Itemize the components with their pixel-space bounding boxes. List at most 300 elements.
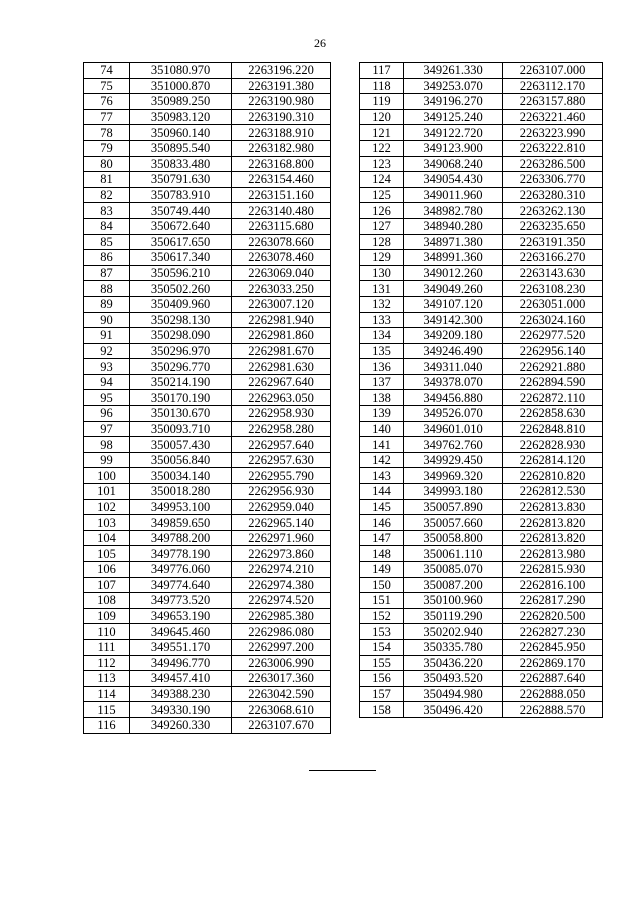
y-coordinate-cell: 2262845.950: [503, 639, 603, 655]
table-row: [360, 530, 603, 546]
y-coordinate-cell: 2262981.940: [232, 312, 331, 328]
y-coordinate-cell: 2263157.880: [503, 94, 603, 110]
point-number-cell: 137: [360, 374, 404, 390]
x-coordinate-cell: 350061.110: [404, 546, 503, 562]
x-coordinate-cell: 350087.200: [404, 577, 503, 593]
coordinates-table-left: [83, 62, 331, 734]
y-coordinate-cell: 2263107.000: [503, 63, 603, 79]
table-row: [84, 281, 331, 297]
y-coordinate-cell: 2263182.980: [232, 140, 331, 156]
point-number-cell: 115: [84, 702, 130, 718]
table-row: [84, 484, 331, 500]
x-coordinate-cell: 349993.180: [404, 484, 503, 500]
table-row: [360, 312, 603, 328]
y-coordinate-cell: 2262848.810: [503, 421, 603, 437]
point-number-cell: 114: [84, 686, 130, 702]
table-row: [360, 234, 603, 250]
point-number-cell: 127: [360, 218, 404, 234]
point-number-cell: 113: [84, 671, 130, 687]
x-coordinate-cell: 350791.630: [130, 172, 232, 188]
x-coordinate-cell: 349773.520: [130, 593, 232, 609]
y-coordinate-cell: 2262827.230: [503, 624, 603, 640]
y-coordinate-cell: 2262956.140: [503, 343, 603, 359]
y-coordinate-cell: 2262817.290: [503, 593, 603, 609]
x-coordinate-cell: 349601.010: [404, 421, 503, 437]
y-coordinate-cell: 2263051.000: [503, 296, 603, 312]
y-coordinate-cell: 2262981.630: [232, 359, 331, 375]
table-row: [360, 562, 603, 578]
table-row: [360, 94, 603, 110]
x-coordinate-cell: 350202.940: [404, 624, 503, 640]
x-coordinate-cell: 350298.090: [130, 328, 232, 344]
table-row: [84, 452, 331, 468]
point-number-cell: 101: [84, 484, 130, 500]
x-coordinate-cell: 349457.410: [130, 671, 232, 687]
y-coordinate-cell: 2262813.820: [503, 515, 603, 531]
table-row: [84, 639, 331, 655]
table-row: [84, 172, 331, 188]
table-row: [84, 374, 331, 390]
x-coordinate-cell: 349551.170: [130, 639, 232, 655]
table-row: [360, 406, 603, 422]
point-number-cell: 122: [360, 140, 404, 156]
table-row: [84, 406, 331, 422]
y-coordinate-cell: 2262985.380: [232, 608, 331, 624]
point-number-cell: 157: [360, 686, 404, 702]
point-number-cell: 103: [84, 515, 130, 531]
y-coordinate-cell: 2263151.160: [232, 187, 331, 203]
table-row: [360, 218, 603, 234]
y-coordinate-cell: 2262957.630: [232, 452, 331, 468]
point-number-cell: 95: [84, 390, 130, 406]
table-row: [360, 593, 603, 609]
point-number-cell: 128: [360, 234, 404, 250]
point-number-cell: 81: [84, 172, 130, 188]
point-number-cell: 134: [360, 328, 404, 344]
x-coordinate-cell: 350493.520: [404, 671, 503, 687]
x-coordinate-cell: 350100.960: [404, 593, 503, 609]
y-coordinate-cell: 2263078.660: [232, 234, 331, 250]
point-number-cell: 124: [360, 172, 404, 188]
point-number-cell: 126: [360, 203, 404, 219]
x-coordinate-cell: 350298.130: [130, 312, 232, 328]
table-row: [360, 484, 603, 500]
y-coordinate-cell: 2262974.520: [232, 593, 331, 609]
x-coordinate-cell: 350057.660: [404, 515, 503, 531]
table-row: [360, 702, 603, 718]
table-row: [84, 671, 331, 687]
y-coordinate-cell: 2262812.530: [503, 484, 603, 500]
point-number-cell: 91: [84, 328, 130, 344]
y-coordinate-cell: 2262958.280: [232, 421, 331, 437]
x-coordinate-cell: 350409.960: [130, 296, 232, 312]
x-coordinate-cell: 350056.840: [130, 452, 232, 468]
x-coordinate-cell: 350783.910: [130, 187, 232, 203]
x-coordinate-cell: 350170.190: [130, 390, 232, 406]
y-coordinate-cell: 2263007.120: [232, 296, 331, 312]
table-row: [360, 78, 603, 94]
table-row: [360, 343, 603, 359]
x-coordinate-cell: 350296.970: [130, 343, 232, 359]
y-coordinate-cell: 2262956.930: [232, 484, 331, 500]
table-row: [360, 468, 603, 484]
point-number-cell: 111: [84, 639, 130, 655]
table-row: [84, 250, 331, 266]
y-coordinate-cell: 2262872.110: [503, 390, 603, 406]
y-coordinate-cell: 2262967.640: [232, 374, 331, 390]
y-coordinate-cell: 2263262.130: [503, 203, 603, 219]
table-row: [84, 109, 331, 125]
x-coordinate-cell: 349645.460: [130, 624, 232, 640]
y-coordinate-cell: 2263221.460: [503, 109, 603, 125]
table-row: [360, 203, 603, 219]
point-number-cell: 142: [360, 452, 404, 468]
table-row: [360, 421, 603, 437]
point-number-cell: 74: [84, 63, 130, 79]
table-row: [360, 390, 603, 406]
table-row: [360, 546, 603, 562]
y-coordinate-cell: 2263188.910: [232, 125, 331, 141]
x-coordinate-cell: 350960.140: [130, 125, 232, 141]
point-number-cell: 83: [84, 203, 130, 219]
y-coordinate-cell: 2263140.480: [232, 203, 331, 219]
x-coordinate-cell: 349253.070: [404, 78, 503, 94]
x-coordinate-cell: 349142.300: [404, 312, 503, 328]
table-row: [360, 577, 603, 593]
y-coordinate-cell: 2262816.100: [503, 577, 603, 593]
table-row: [360, 281, 603, 297]
point-number-cell: 153: [360, 624, 404, 640]
x-coordinate-cell: 350617.340: [130, 250, 232, 266]
x-coordinate-cell: 351080.970: [130, 63, 232, 79]
y-coordinate-cell: 2263078.460: [232, 250, 331, 266]
x-coordinate-cell: 350494.980: [404, 686, 503, 702]
point-number-cell: 84: [84, 218, 130, 234]
x-coordinate-cell: 349054.430: [404, 172, 503, 188]
y-coordinate-cell: 2263190.310: [232, 109, 331, 125]
end-separator-line: [309, 770, 376, 771]
y-coordinate-cell: 2263286.500: [503, 156, 603, 172]
x-coordinate-cell: 350496.420: [404, 702, 503, 718]
y-coordinate-cell: 2262973.860: [232, 546, 331, 562]
point-number-cell: 158: [360, 702, 404, 718]
y-coordinate-cell: 2263115.680: [232, 218, 331, 234]
x-coordinate-cell: 349011.960: [404, 187, 503, 203]
point-number-cell: 138: [360, 390, 404, 406]
x-coordinate-cell: 349496.770: [130, 655, 232, 671]
point-number-cell: 116: [84, 717, 130, 733]
table-row: [360, 265, 603, 281]
y-coordinate-cell: 2263033.250: [232, 281, 331, 297]
table-row: [84, 686, 331, 702]
table-row: [84, 468, 331, 484]
point-number-cell: 92: [84, 343, 130, 359]
table-row: [360, 109, 603, 125]
x-coordinate-cell: 348982.780: [404, 203, 503, 219]
x-coordinate-cell: 350749.440: [130, 203, 232, 219]
y-coordinate-cell: 2263166.270: [503, 250, 603, 266]
point-number-cell: 154: [360, 639, 404, 655]
y-coordinate-cell: 2263024.160: [503, 312, 603, 328]
table-row: [360, 639, 603, 655]
y-coordinate-cell: 2262888.050: [503, 686, 603, 702]
point-number-cell: 89: [84, 296, 130, 312]
table-row: [360, 359, 603, 375]
y-coordinate-cell: 2263190.980: [232, 94, 331, 110]
x-coordinate-cell: 349122.720: [404, 125, 503, 141]
y-coordinate-cell: 2263222.810: [503, 140, 603, 156]
y-coordinate-cell: 2262888.570: [503, 702, 603, 718]
point-number-cell: 98: [84, 437, 130, 453]
y-coordinate-cell: 2262974.210: [232, 562, 331, 578]
point-number-cell: 96: [84, 406, 130, 422]
x-coordinate-cell: 350058.800: [404, 530, 503, 546]
y-coordinate-cell: 2263069.040: [232, 265, 331, 281]
table-row: [84, 328, 331, 344]
x-coordinate-cell: 349762.760: [404, 437, 503, 453]
table-row: [360, 671, 603, 687]
y-coordinate-cell: 2262955.790: [232, 468, 331, 484]
x-coordinate-cell: 350833.480: [130, 156, 232, 172]
table-row: [360, 608, 603, 624]
y-coordinate-cell: 2263191.350: [503, 234, 603, 250]
point-number-cell: 79: [84, 140, 130, 156]
y-coordinate-cell: 2262963.050: [232, 390, 331, 406]
table-row: [360, 499, 603, 515]
x-coordinate-cell: 349388.230: [130, 686, 232, 702]
point-number-cell: 156: [360, 671, 404, 687]
table-row: [84, 655, 331, 671]
table-row: [84, 203, 331, 219]
y-coordinate-cell: 2263108.230: [503, 281, 603, 297]
x-coordinate-cell: 350130.670: [130, 406, 232, 422]
y-coordinate-cell: 2262828.930: [503, 437, 603, 453]
y-coordinate-cell: 2263068.610: [232, 702, 331, 718]
x-coordinate-cell: 349378.070: [404, 374, 503, 390]
table-row: [84, 343, 331, 359]
x-coordinate-cell: 349260.330: [130, 717, 232, 733]
x-coordinate-cell: 351000.870: [130, 78, 232, 94]
x-coordinate-cell: 350502.260: [130, 281, 232, 297]
x-coordinate-cell: 349776.060: [130, 562, 232, 578]
x-coordinate-cell: 349653.190: [130, 608, 232, 624]
point-number-cell: 104: [84, 530, 130, 546]
x-coordinate-cell: 350596.210: [130, 265, 232, 281]
table-row: [84, 265, 331, 281]
point-number-cell: 129: [360, 250, 404, 266]
table-row: [84, 78, 331, 94]
x-coordinate-cell: 349526.070: [404, 406, 503, 422]
x-coordinate-cell: 349125.240: [404, 109, 503, 125]
point-number-cell: 108: [84, 593, 130, 609]
x-coordinate-cell: 349209.180: [404, 328, 503, 344]
point-number-cell: 78: [84, 125, 130, 141]
point-number-cell: 82: [84, 187, 130, 203]
x-coordinate-cell: 349261.330: [404, 63, 503, 79]
y-coordinate-cell: 2262814.120: [503, 452, 603, 468]
x-coordinate-cell: 350085.070: [404, 562, 503, 578]
table-row: [360, 624, 603, 640]
table-row: [360, 250, 603, 266]
point-number-cell: 105: [84, 546, 130, 562]
x-coordinate-cell: 350119.290: [404, 608, 503, 624]
point-number-cell: 80: [84, 156, 130, 172]
y-coordinate-cell: 2263042.590: [232, 686, 331, 702]
x-coordinate-cell: 350672.640: [130, 218, 232, 234]
y-coordinate-cell: 2262921.880: [503, 359, 603, 375]
table-row: [360, 296, 603, 312]
point-number-cell: 99: [84, 452, 130, 468]
y-coordinate-cell: 2263154.460: [232, 172, 331, 188]
x-coordinate-cell: 349929.450: [404, 452, 503, 468]
table-row: [84, 296, 331, 312]
point-number-cell: 148: [360, 546, 404, 562]
point-number-cell: 77: [84, 109, 130, 125]
x-coordinate-cell: 349774.640: [130, 577, 232, 593]
table-row: [84, 312, 331, 328]
point-number-cell: 119: [360, 94, 404, 110]
x-coordinate-cell: 349196.270: [404, 94, 503, 110]
point-number-cell: 75: [84, 78, 130, 94]
table-row: [84, 624, 331, 640]
y-coordinate-cell: 2262957.640: [232, 437, 331, 453]
y-coordinate-cell: 2263306.770: [503, 172, 603, 188]
x-coordinate-cell: 350335.780: [404, 639, 503, 655]
x-coordinate-cell: 348940.280: [404, 218, 503, 234]
point-number-cell: 130: [360, 265, 404, 281]
table-row: [84, 94, 331, 110]
point-number-cell: 85: [84, 234, 130, 250]
table-row: [360, 187, 603, 203]
point-number-cell: 120: [360, 109, 404, 125]
table-row: [84, 234, 331, 250]
y-coordinate-cell: 2262810.820: [503, 468, 603, 484]
table-row: [360, 63, 603, 79]
point-number-cell: 97: [84, 421, 130, 437]
y-coordinate-cell: 2263006.990: [232, 655, 331, 671]
y-coordinate-cell: 2262894.590: [503, 374, 603, 390]
table-row: [360, 515, 603, 531]
table-row: [84, 593, 331, 609]
table-row: [360, 156, 603, 172]
point-number-cell: 145: [360, 499, 404, 515]
table-row: [360, 328, 603, 344]
table-row: [84, 421, 331, 437]
point-number-cell: 131: [360, 281, 404, 297]
x-coordinate-cell: 349456.880: [404, 390, 503, 406]
y-coordinate-cell: 2263191.380: [232, 78, 331, 94]
table-row: [84, 390, 331, 406]
table-row: [84, 359, 331, 375]
coordinates-table-right: [359, 62, 603, 718]
point-number-cell: 141: [360, 437, 404, 453]
y-coordinate-cell: 2263223.990: [503, 125, 603, 141]
x-coordinate-cell: 349049.260: [404, 281, 503, 297]
point-number-cell: 87: [84, 265, 130, 281]
table-row: [360, 125, 603, 141]
x-coordinate-cell: 350436.220: [404, 655, 503, 671]
x-coordinate-cell: 349788.200: [130, 530, 232, 546]
page-number: 26: [314, 36, 326, 50]
y-coordinate-cell: 2263168.800: [232, 156, 331, 172]
x-coordinate-cell: 349330.190: [130, 702, 232, 718]
y-coordinate-cell: 2262981.670: [232, 343, 331, 359]
table-row: [84, 125, 331, 141]
table-row: [360, 452, 603, 468]
x-coordinate-cell: 350018.280: [130, 484, 232, 500]
point-number-cell: 86: [84, 250, 130, 266]
x-coordinate-cell: 350989.250: [130, 94, 232, 110]
y-coordinate-cell: 2263235.650: [503, 218, 603, 234]
point-number-cell: 125: [360, 187, 404, 203]
table-row: [84, 515, 331, 531]
table-row: [84, 702, 331, 718]
point-number-cell: 107: [84, 577, 130, 593]
y-coordinate-cell: 2262997.200: [232, 639, 331, 655]
table-row: [84, 218, 331, 234]
table-row: [84, 562, 331, 578]
y-coordinate-cell: 2262813.830: [503, 499, 603, 515]
y-coordinate-cell: 2262965.140: [232, 515, 331, 531]
x-coordinate-cell: 350057.890: [404, 499, 503, 515]
point-number-cell: 106: [84, 562, 130, 578]
point-number-cell: 110: [84, 624, 130, 640]
table-row: [84, 437, 331, 453]
x-coordinate-cell: 348991.360: [404, 250, 503, 266]
table-row: [360, 374, 603, 390]
point-number-cell: 144: [360, 484, 404, 500]
point-number-cell: 117: [360, 63, 404, 79]
x-coordinate-cell: 350983.120: [130, 109, 232, 125]
table-row: [360, 686, 603, 702]
x-coordinate-cell: 348971.380: [404, 234, 503, 250]
y-coordinate-cell: 2262974.380: [232, 577, 331, 593]
point-number-cell: 76: [84, 94, 130, 110]
x-coordinate-cell: 350034.140: [130, 468, 232, 484]
y-coordinate-cell: 2262815.930: [503, 562, 603, 578]
point-number-cell: 132: [360, 296, 404, 312]
point-number-cell: 88: [84, 281, 130, 297]
point-number-cell: 109: [84, 608, 130, 624]
point-number-cell: 102: [84, 499, 130, 515]
y-coordinate-cell: 2263017.360: [232, 671, 331, 687]
table-row: [360, 172, 603, 188]
table-row: [84, 546, 331, 562]
point-number-cell: 100: [84, 468, 130, 484]
point-number-cell: 136: [360, 359, 404, 375]
table-row: [84, 530, 331, 546]
table-row: [84, 187, 331, 203]
point-number-cell: 140: [360, 421, 404, 437]
point-number-cell: 90: [84, 312, 130, 328]
point-number-cell: 146: [360, 515, 404, 531]
y-coordinate-cell: 2263112.170: [503, 78, 603, 94]
table-row: [84, 577, 331, 593]
y-coordinate-cell: 2262959.040: [232, 499, 331, 515]
point-number-cell: 112: [84, 655, 130, 671]
y-coordinate-cell: 2262981.860: [232, 328, 331, 344]
y-coordinate-cell: 2262813.980: [503, 546, 603, 562]
x-coordinate-cell: 349969.320: [404, 468, 503, 484]
x-coordinate-cell: 350093.710: [130, 421, 232, 437]
table-row: [84, 63, 331, 79]
point-number-cell: 133: [360, 312, 404, 328]
point-number-cell: 143: [360, 468, 404, 484]
x-coordinate-cell: 350296.770: [130, 359, 232, 375]
point-number-cell: 121: [360, 125, 404, 141]
table-row: [360, 140, 603, 156]
x-coordinate-cell: 349107.120: [404, 296, 503, 312]
